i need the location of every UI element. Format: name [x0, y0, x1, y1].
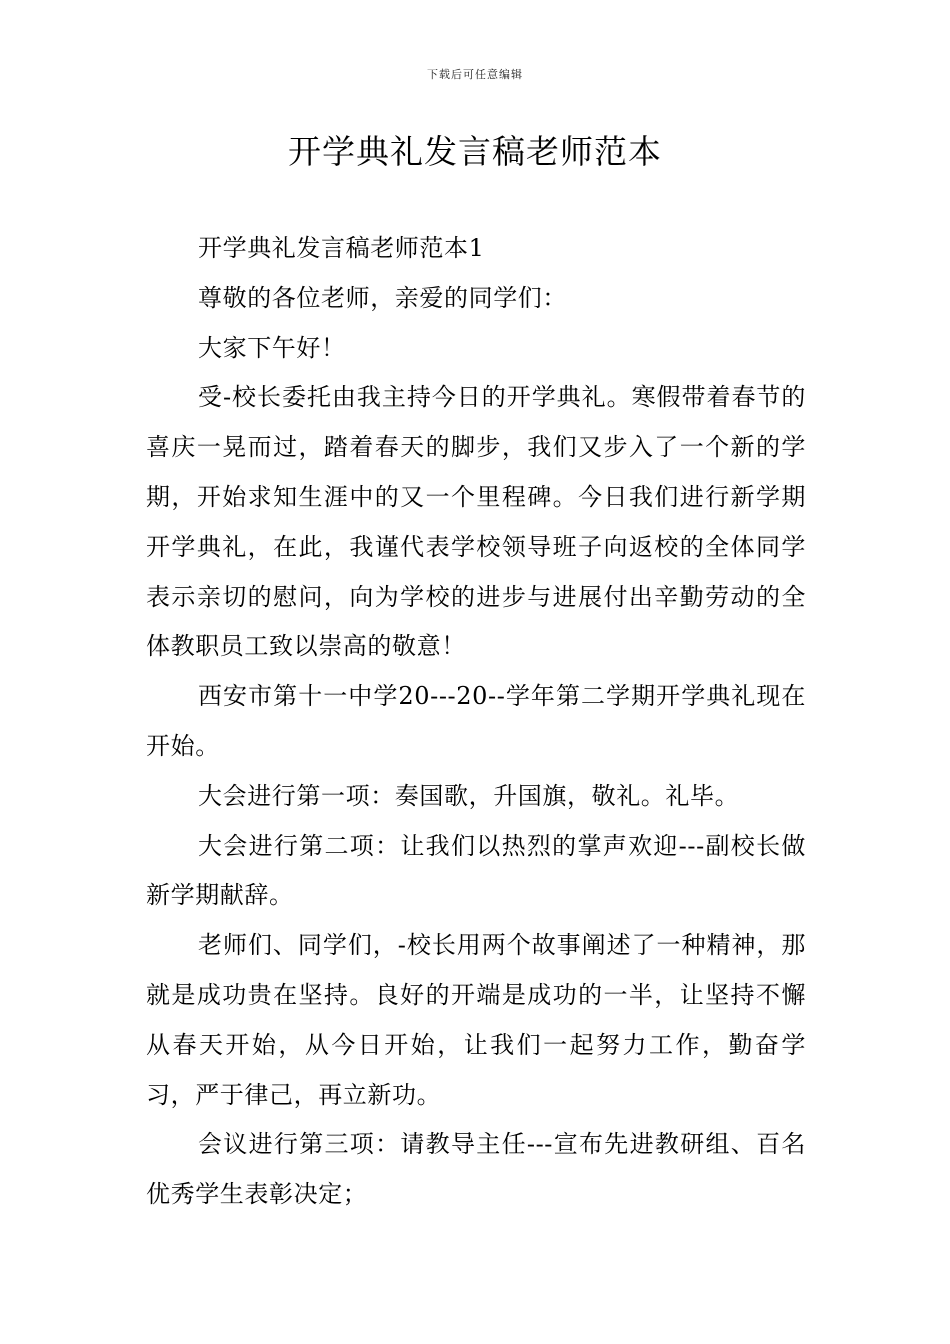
paragraph-subtitle: 开学典礼发言稿老师范本1 — [198, 234, 485, 262]
paragraph-speech-summary: 老师们、同学们，-校长用两个故事阐述了一种精神，那就是成功贵在坚持。良好的开端是成功的一半，让坚持不懈从春天开始，从今日开始，让我们一起努力工作，勤奋学习，严于律己，再立新功。 — [146, 931, 806, 1109]
paragraph-salutation: 尊敬的各位老师，亲爱的同学们： — [198, 283, 567, 312]
header-note: 下载后可任意编辑 — [427, 68, 523, 81]
document-body — [146, 224, 806, 1220]
paragraph-item-three: 会议进行第三项：请教导主任---宣布先进教研组、百名优秀学生表彰决定； — [146, 1130, 806, 1209]
paragraph-opening: 受-校长委托由我主持今日的开学典礼。寒假带着春节的喜庆一晃而过，踏着春天的脚步，我们又步入了一个新的学期，开始求知生涯中的又一个里程碑。今日我们进行新学期开学典礼，在此，我谨代表学校领导班子向返校的全体同学表示亲切的慰问，向为学校的进步与进展付出辛勤劳动的全体教职员工致以崇高的敬意！ — [146, 383, 806, 661]
paragraph-item-two: 大会进行第二项：让我们以热烈的掌声欢迎---副校长做新学期献辞。 — [146, 831, 806, 910]
paragraph-greeting: 大家下午好！ — [198, 333, 346, 362]
paragraph-start: 西安市第十一中学20---20--学年第二学期开学典礼现在开始。 — [146, 682, 806, 760]
paragraph-item-one: 大会进行第一项：奏国歌，升国旗，敬礼。礼毕。 — [198, 781, 740, 810]
document-title: 开学典礼发言稿老师范本 — [288, 132, 662, 171]
